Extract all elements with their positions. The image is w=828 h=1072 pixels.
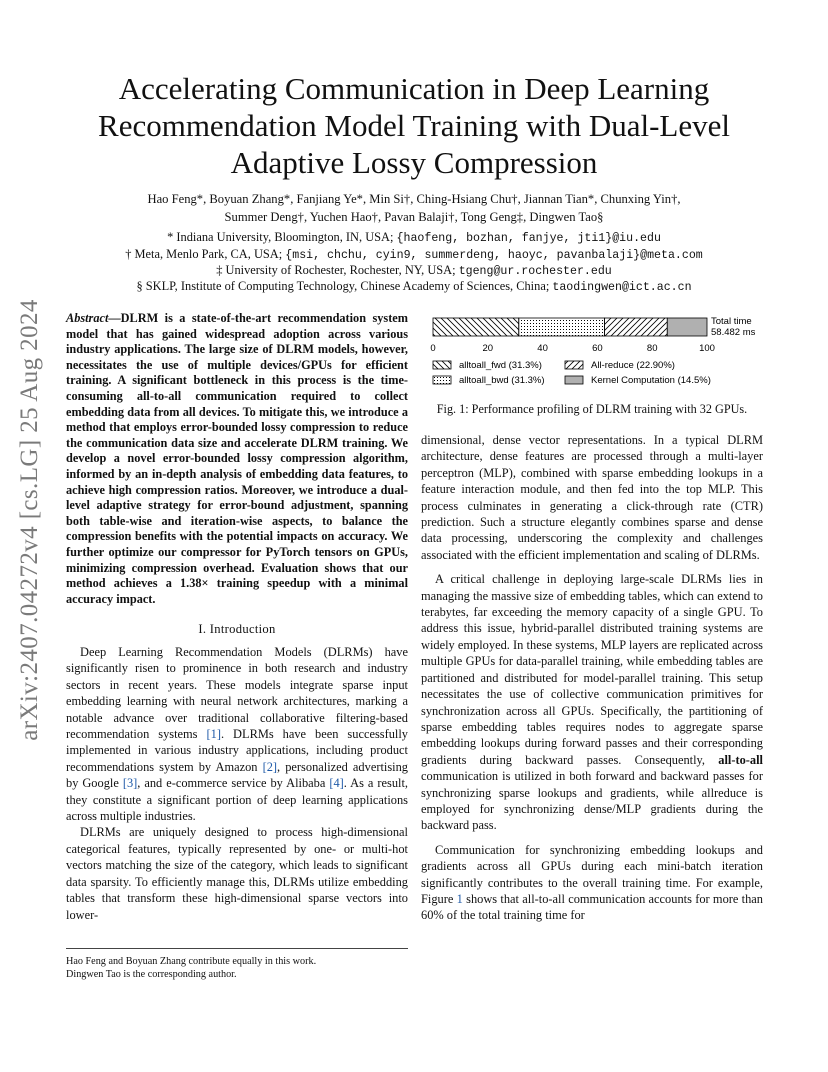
figure-1-chart bbox=[421, 310, 771, 406]
x-tick-label: 80 bbox=[646, 343, 658, 354]
authors-line-1: Hao Feng*, Boyuan Zhang*, Fanjiang Ye*, Min Si†, Ching-Hsiang Chu†, Jiannan Tian*, Chunxing Yin†, bbox=[147, 192, 681, 206]
footnote-line-1: Hao Feng and Boyuan Zhang contribute equally in this work. bbox=[66, 956, 317, 967]
intro-paragraph-1 bbox=[66, 644, 408, 824]
right-column-body bbox=[421, 432, 763, 932]
legend-label-4: Kernel Computation (14.5%) bbox=[591, 375, 711, 386]
affiliation-1-text: * Indiana University, Bloomington, IN, USA; bbox=[167, 230, 394, 244]
legend-label-3: All-reduce (22.90%) bbox=[591, 360, 675, 371]
legend-swatch-2 bbox=[433, 376, 451, 384]
citation-link[interactable]: [2] bbox=[262, 759, 278, 774]
text-run: , personalized advertising by Google bbox=[66, 759, 408, 791]
text-run: Communication for synchronizing embedding lookups and gradients across all GPUs during each mini-batch iteration significantly contributes to the overall training time. For example, Figure bbox=[421, 842, 763, 906]
x-tick-label: 20 bbox=[482, 343, 494, 354]
figure-ref-link[interactable]: 1 bbox=[456, 891, 463, 906]
total-time-label: Total time bbox=[711, 316, 752, 327]
bar-segment-3 bbox=[605, 318, 668, 336]
authors-line-2: Summer Deng†, Yuchen Hao†, Pavan Balaji†, Tong Geng‡, Dingwen Tao§ bbox=[224, 210, 604, 224]
affiliation-3-text: ‡ University of Rochester, Rochester, NY, USA; bbox=[216, 263, 456, 277]
text-run: A critical challenge in deploying large-scale DLRMs lies in managing the massive size of embedding tables, which can extend to terabytes, far exceeding the memory capacity of a single GPU. To address this issue, hybrid-parallel distributed training systems are widely employed. In these systems, MLP layers are replicated across multiple GPUs for data-parallel training, while embedding tables are partitioned and distributed for model-parallel training. This setup necessitates the use of collective communication primitives for synchronization across all GPUs. Specifically, the partitioning of sparse embedding tables requires nodes to aggregate sparse embedding lookups during forward passes and their corresponding gradients during backward passes. Consequently, bbox=[421, 572, 763, 767]
abstract-text: —DLRM is a state-of-the-art recommendation system model that has gained widespread adoption across various industry applications. The large size of DLRM models, however, necessitates the use of multiple devices/GPUs for efficient training. A significant bottleneck in this process is the time-consuming all-to-all communication required to collect embedding data from all devices. To mitigate this, we introduce a method that employs error-bounded lossy compression to reduce the communication data size and accelerate DLRM training. We develop a novel error-bounded lossy compression algorithm, informed by an in-depth analysis of embedding data features, to achieve high compression ratios. Moreover, we introduce a dual-level adaptive strategy for error-bound adjustment, spanning both table-wise and iteration-wise aspects, to balance the compression benefits with the potential impacts on accuracy. We further optimize our compressor for PyTorch tensors on GPUs, minimizing compression overhead. Evaluation shows that our method achieves a 1.38× training speedup with a minimal accuracy impact. bbox=[66, 311, 408, 606]
affiliation-2-text: † Meta, Menlo Park, CA, USA; bbox=[125, 247, 283, 261]
text-run: shows that all-to-all communication accounts for more than 60% of the total training time for bbox=[421, 891, 763, 923]
x-axis-ticks bbox=[430, 343, 715, 354]
footnote bbox=[66, 948, 408, 981]
paper-title: Accelerating Communication in Deep Learning Recommendation Model Training with Dual-Level Adaptive Lossy Compression bbox=[98, 71, 730, 180]
arxiv-sidebar-id bbox=[8, 260, 52, 780]
section-heading-introduction: I. Introduction bbox=[198, 622, 276, 636]
legend-label-2: alltoall_bwd (31.3%) bbox=[459, 375, 545, 386]
bar-segment-4 bbox=[667, 318, 707, 336]
text-run: . As a result, they constitute a significant portion of deep learning applications across multiple industries. bbox=[66, 776, 409, 824]
citation-link[interactable]: [3] bbox=[122, 776, 138, 791]
text-run: , and e-commerce service by Alibaba bbox=[137, 776, 330, 791]
right-paragraph-1: dimensional, dense vector representations. In a typical DLRM architecture, dense features are processed through a multi-layer perceptron (MLP), combined with sparse embedding lookups in a feature interaction module, and then fed into the top MLP. This process culminates in generating a click-through rate (CTR) prediction. Such a structure elegantly combines sparse and dense data processing, underscoring the complexity and challenges associated with the efficient implementation and scaling of DLRMs. bbox=[421, 433, 763, 562]
text-run: communication is utilized in both forward and backward passes for synchronizing sparse lookups and gradients, while allreduce is employed for synchronizing dense/MLP gradients during the backward pass. bbox=[421, 769, 763, 833]
arxiv-id-text: arXiv:2407.04272v4 [cs.LG] 25 Aug 2024 bbox=[16, 299, 43, 741]
affiliation-4-email: taodingwen@ict.ac.cn bbox=[552, 281, 692, 294]
affiliation-4-text: § SKLP, Institute of Computing Technology, Chinese Academy of Sciences, China; bbox=[136, 279, 550, 293]
right-paragraph-3 bbox=[421, 842, 763, 924]
x-tick-label: 100 bbox=[699, 343, 715, 354]
citation-link[interactable]: [1] bbox=[206, 727, 221, 742]
chart-legend bbox=[433, 360, 711, 386]
x-tick-label: 0 bbox=[430, 343, 436, 354]
stacked-bar bbox=[433, 318, 707, 336]
affiliation-3-email: tgeng@ur.rochester.edu bbox=[458, 265, 612, 278]
legend-swatch-4 bbox=[565, 376, 583, 384]
bar-segment-1 bbox=[433, 318, 519, 336]
abstract bbox=[66, 311, 408, 607]
x-tick-label: 60 bbox=[592, 343, 603, 354]
text-run: . DLRMs have been successfully implemented in various industry applications, including product recommendations system by Amazon bbox=[66, 727, 408, 774]
abstract-label: Abstract bbox=[66, 311, 109, 325]
affiliation-1-email: {haofeng, bozhan, fanjye, jti1}@iu.edu bbox=[396, 232, 661, 245]
all-to-all-bold: all-to-all bbox=[718, 752, 763, 767]
left-column-body bbox=[66, 644, 408, 923]
author-list bbox=[60, 190, 768, 226]
footnote-line-2: Dingwen Tao is the corresponding author. bbox=[66, 969, 237, 980]
right-paragraph-2 bbox=[421, 571, 763, 834]
legend-swatch-1 bbox=[433, 361, 451, 369]
total-time-value: 58.482 ms bbox=[711, 327, 756, 338]
legend-label-1: alltoall_fwd (31.3%) bbox=[459, 360, 542, 371]
legend-swatch-3 bbox=[565, 361, 583, 369]
text-run: Deep Learning Recommendation Models (DLRMs) have significantly risen to prominence in both research and industry sectors in recent years. These models integrate sparse input embedding learning with neural network architectures, marking a notable advance over traditional collaborative filtering-based recommendation systems bbox=[66, 645, 408, 742]
affiliation-4 bbox=[60, 278, 768, 296]
citation-link[interactable]: [4] bbox=[329, 776, 344, 791]
bar-segment-2 bbox=[519, 318, 605, 336]
affiliation-2-email: {msi, chchu, cyin9, summerdeng, haoyc, pavanbalaji}@meta.com bbox=[285, 249, 703, 262]
figure-caption: Fig. 1: Performance profiling of DLRM training with 32 GPUs. bbox=[436, 402, 748, 416]
x-tick-label: 40 bbox=[537, 343, 548, 354]
affiliation-1 bbox=[60, 229, 768, 247]
intro-paragraph-2: DLRMs are uniquely designed to process high-dimensional categorical features, typically represented by one- or multi-hot vectors matching the size of the category, which leads to significant data sparsity. To efficiently manage this, DLRMs utilize embedding tables that transform these high-dimensional sparse vectors into lower- bbox=[66, 825, 408, 922]
